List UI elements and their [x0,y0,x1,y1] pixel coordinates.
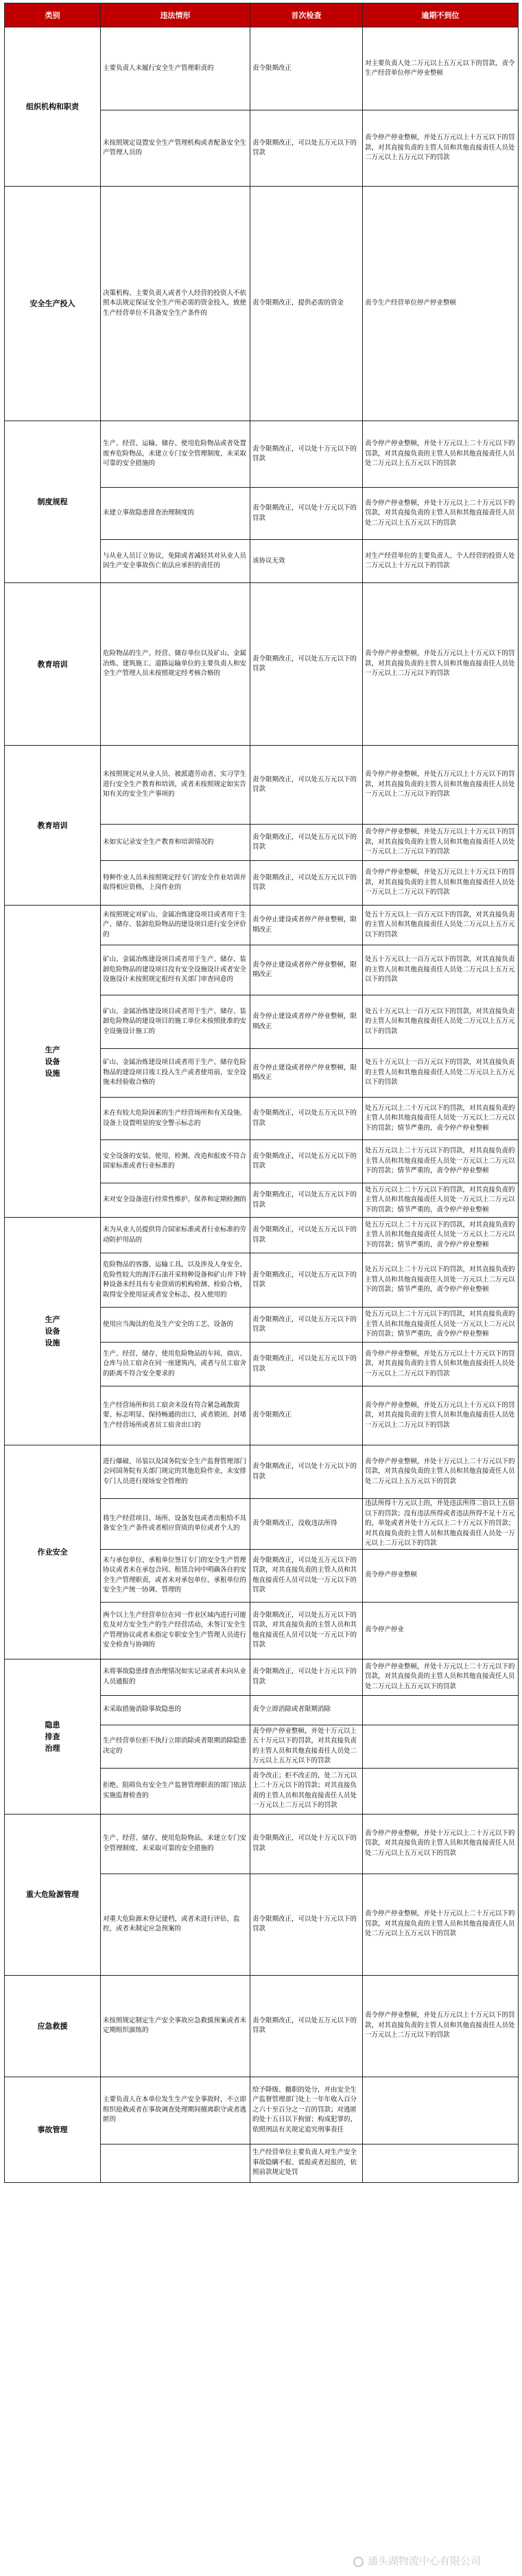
header-category: 类别 [5,3,101,27]
category-cell: 应急救援 [5,1975,101,2077]
first-inspection-cell: 责令限期改正，可以处五万元以下的罚款 [250,825,363,861]
table-row [5,1975,519,2077]
first-inspection-cell: 责令限期改正，可以处五万元以下的罚款 [250,1975,363,2077]
overdue-cell: 责令停产停业 [363,1602,519,1659]
violation-cell: 进行爆破、吊装以及国务院安全生产监督管理部门会同国务院有关部门规定的其他危险作业，未安排专门人员进行现场安全管理的 [101,1445,250,1499]
first-inspection-cell: 责令限期改正，可以处五万元以下的罚款 [250,1218,363,1253]
violation-cell: 未建立事故隐患排查治理制度的 [101,488,250,540]
first-inspection-cell: 责令限期改正，可以处五万元以下的罚款 [250,110,363,187]
overdue-cell: 责令停产停业整顿，并处五万元以上十万元以下的罚款，对其直接负责的主管人员和其他直接责任人员处二万元以上五万元以下的罚款 [363,110,519,187]
first-inspection-cell: 责令限期改正，可以处五万元以下的罚款 [250,1253,363,1308]
table-row [5,1814,519,1874]
violation-cell: 使用应当淘汰的危及生产安全的工艺、设备的 [101,1308,250,1343]
overdue-cell: 对主要负责人处二万元以上五万元以下的罚款，责令生产经营单位停产停业整顿 [363,27,519,110]
first-inspection-cell: 给予降级、撤职的处分，并由安全生产监督管理部门处上一年年收入百分之六十至百分之一百的罚款；对逃匿的处十五日以下拘留；构成犯罪的，依照刑法有关规定追究刑事责任 [250,2077,363,2144]
violation-cell: 未在有较大危险因素的生产经营场所和有关设施、设备上设置明显的安全警示标志的 [101,1098,250,1140]
violation-cell: 矿山、金属冶炼建设项目或者用于生产、储存、装卸危险物品的建设项目的施工单位未按照批准的安全设施设计施工的 [101,995,250,1049]
overdue-cell [363,1725,519,1768]
overdue-cell: 处五万元以上二十万元以下的罚款，对其直接负责的主管人员和其他直接责任人员处一万元以上二万元以下的罚款；情节严重的，责令停产停业整顿 [363,1253,519,1308]
first-inspection-cell: 责令限期改正，可以处五万元以下的罚款 [250,746,363,825]
first-inspection-cell: 责令限期改正，可以处五万元以下的罚款，对其直接负责的主管人员和其他直接责任人员可以处一万元以下的罚款 [250,1549,363,1602]
violation-cell: 决策机构、主要负责人或者个人经营的投资人不依照本法规定保证安全生产所必需的资金投入，致使生产经营单位不具备安全生产条件的 [101,187,250,421]
table-row [5,906,519,945]
violation-cell: 未如实记录安全生产教育和培训情况的 [101,825,250,861]
first-inspection-cell: 责令停止建设或者停产停业整顿，限期改正 [250,945,363,995]
first-inspection-cell: 责令限期改正，可以处五万元以下的罚款，对其直接负责的主管人员和其他直接责任人员可以处一万元以下的罚款 [250,1602,363,1659]
overdue-cell [363,2077,519,2144]
violation-cell: 生产、经营、储存、使用危险物品的车间、商店、仓库与员工宿舍在同一座建筑内，或者与员工宿舍的距离不符合安全要求的 [101,1343,250,1386]
first-inspection-cell: 责令限期改正，提供必需的资金 [250,187,363,421]
overdue-cell: 责令停产停业整顿，并处十万元以上二十万元以下的罚款，对其直接负责的主管人员和其他直接责任人员处二万元以上五万元以下的罚款 [363,488,519,540]
violation-cell: 安全设备的安装、使用、检测、改造和报废不符合国家标准或者行业标准的 [101,1140,250,1183]
violation-cell: 未采取措施消除事故隐患的 [101,1695,250,1725]
overdue-cell: 责令停产停业整顿，并处五万元以上十万元以下的罚款，对其直接负责的主管人员和其他直接责任人员处一万元以上二万元以下的罚款 [363,583,519,746]
overdue-cell: 处五十万元以上一百万元以下的罚款，对其直接负责的主管人员和其他直接责任人员处二万元以上五万元以下的罚款 [363,1049,519,1098]
violation-cell: 未对安全设备进行经常性维护、保养和定期检测的 [101,1183,250,1218]
header-violation: 违法情形 [101,3,250,27]
violation-cell: 特种作业人员未按照规定经专门的安全作业培训并取得相应资格，上岗作业的 [101,861,250,906]
violation-cell: 将生产经营项目、场所、设备发包或者出租给不具备安全生产条件或者相应资质的单位或者个人的 [101,1499,250,1550]
overdue-cell: 处五十万元以上一百万元以下的罚款，对其直接负责的主管人员和其他直接责任人员处二万元以上五万元以下的罚款 [363,906,519,945]
category-cell: 安全生产投入 [5,187,101,421]
first-inspection-cell: 责令限期改正，可以处五万元以下的罚款 [250,1308,363,1343]
first-inspection-cell: 责令限期改正，可以处五万元以下的罚款 [250,1140,363,1183]
violation-cell: 未按照规定对从业人员、被派遣劳动者、实习学生进行安全生产教育和培训，或者未按照规定如实告知有关的安全生产事项的 [101,746,250,825]
first-inspection-cell: 该协议无效 [250,540,363,583]
category-cell: 隐患 排查 治理 [5,1659,101,1814]
table-row [5,187,519,421]
violation-cell: 未按照规定对矿山、金属冶炼建设项目或者用于生产、储存、装卸危险物品的建设项目进行安全评价的 [101,906,250,945]
overdue-cell: 责令停产停业整顿，并处十万元以上二十万元以下的罚款，对其直接负责的主管人员和其他直接责任人员处二万元以上五万元以下的罚款 [363,1445,519,1499]
table-row [5,583,519,746]
first-inspection-cell: 责令限期改正，可以处十万元以下的罚款 [250,488,363,540]
first-inspection-cell: 责令限期改正 [250,27,363,110]
first-inspection-cell: 责令停止建设或者停产停业整顿，限期改正 [250,906,363,945]
table-row [5,421,519,488]
first-inspection-cell: 责令限期改正，可以处五万元以下的罚款 [250,1098,363,1140]
watermark [353,2553,481,2568]
category-cell: 重大危险源管理 [5,1814,101,1975]
violation-cell: 两个以上生产经营单位在同一作业区域内进行可能危及对方安全生产的生产经营活动，未签订安全生产管理协议或者未指定专职安全生产管理人员进行安全检查与协调的 [101,1602,250,1659]
overdue-cell: 处五万元以上二十万元以下的罚款，对其直接负责的主管人员和其他直接责任人员处一万元以上二万元以下的罚款；情节严重的，责令停产停业整顿 [363,1098,519,1140]
overdue-cell [363,2144,519,2182]
first-inspection-cell: 责令改正；拒不改正的，处二万元以上二十万元以下的罚款；对其直接负责的主管人员和其他直接责任人员处一万元以上二万元以下的罚款 [250,1768,363,1814]
overdue-cell: 处五万元以上二十万元以下的罚款，对其直接负责的主管人员和其他直接责任人员处一万元以上二万元以下的罚款；情节严重的，责令停产停业整顿 [363,1140,519,1183]
violation-cell [101,2144,250,2182]
violation-cell: 未与承包单位、承租单位签订专门的安全生产管理协议或者未在承包合同、租赁合同中明确各自的安全生产管理职责，或者未对承包单位、承租单位的安全生产统一协调、管理的 [101,1549,250,1602]
overdue-cell [363,1768,519,1814]
overdue-cell: 处五十万元以上一百万元以下的罚款，对其直接负责的主管人员和其他直接责任人员处二万元以上五万元以下的罚款 [363,995,519,1049]
overdue-cell: 责令停产停业整顿，并处五万元以上十万元以下的罚款，对其直接负责的主管人员和其他直接责任人员处一万元以上二万元以下的罚款 [363,861,519,906]
violation-cell: 对重大危险源未登记建档，或者未进行评估、监控，或者未制定应急预案的 [101,1874,250,1975]
category-cell: 生产 设备 设施 [5,906,101,1218]
first-inspection-cell: 责令限期改正，可以处十万元以下的罚款 [250,1814,363,1874]
overdue-cell: 责令停产停业整顿，并处十万元以上二十万元以下的罚款，对其直接负责的主管人员和其他直接责任人员处二万元以上五万元以下的罚款 [363,1874,519,1975]
table-row [5,1445,519,1499]
violation-cell: 矿山、金属冶炼建设项目或者用于生产、储存危险物品的建设项目竣工投入生产或者使用前，安全设施未经验收合格的 [101,1049,250,1098]
first-inspection-cell: 责令限期改正，可以处五万元以下的罚款 [250,861,363,906]
overdue-cell: 违法所得十万元以上的，并处违法所得二倍以上五倍以下的罚款；没有违法所得或者违法所得不足十万元的，单处或者并处十万元以上二十万元以下的罚款；对其直接负责的主管人员和其他直接责任人员处一万元以上二万元以下的罚款 [363,1499,519,1550]
first-inspection-cell: 责令限期改正，可以处十万元以下的罚款 [250,421,363,488]
first-inspection-cell: 责令停产停业整顿，并处十万元以上五十万元以下的罚款，对其直接负责的主管人员和其他直接责任人员处二万元以上五万元以下的罚款 [250,1725,363,1768]
first-inspection-cell: 责令限期改正，可以处五万元以下的罚款 [250,583,363,746]
violation-cell: 未按照规定设置安全生产管理机构或者配备安全生产管理人员的 [101,110,250,187]
violation-cell: 危险物品的容器、运输工具，以及涉及人身安全、危险性较大的海洋石油开采特种设备和矿山井下特种设备未经具有专业资质的机构检测、检验合格，取得安全使用证或者安全标志，投入使用的 [101,1253,250,1308]
violation-cell: 矿山、金属冶炼建设项目或者用于生产、储存、装卸危险物品的建设项目没有安全设施设计或者安全设施设计未按照规定报经有关部门审查同意的 [101,945,250,995]
header-overdue: 逾期不到位 [363,3,519,27]
violation-cell: 与从业人员订立协议，免除或者减轻其对从业人员因生产安全事故伤亡依法应承担的责任的 [101,540,250,583]
overdue-cell: 责令停产停业整顿，并处五万元以上十万元以下的罚款，对其直接负责的主管人员和其他直接责任人员处一万元以上二万元以下的罚款 [363,825,519,861]
violation-cell: 未按照规定制定生产安全事故应急救援预案或者未定期组织演练的 [101,1975,250,2077]
overdue-cell: 责令停产停业整顿，并处十万元以上二十万元以下的罚款，对其直接负责的主管人员和其他直接责任人员处二万元以上五万元以下的罚款 [363,1659,519,1695]
category-cell: 教育培训 [5,746,101,906]
overdue-cell: 责令生产经营单位停产停业整顿 [363,187,519,421]
table-body [5,27,519,2183]
first-inspection-cell: 责令限期改正 [250,1386,363,1445]
violation-cell: 生产、经营、储存、使用危险物品，未建立专门安全管理制度、未采取可靠的安全措施的 [101,1814,250,1874]
violation-cell: 危险物品的生产、经营、储存单位以及矿山、金属冶炼、建筑施工、道路运输单位的主要负责人和安全生产管理人员未按照规定经考核合格的 [101,583,250,746]
overdue-cell: 责令停产停业整顿，并处十万元以上二十万元以下的罚款，对其直接负责的主管人员和其他直接责任人员处二万元以上五万元以下的罚款 [363,421,519,488]
overdue-cell: 对生产经营单位的主要负责人、个人经营的投资人处二万元以上十万元以下的罚款 [363,540,519,583]
category-cell: 生产 设备 设施 [5,1218,101,1445]
first-inspection-cell: 责令限期改正，可以处十万元以下的罚款 [250,1445,363,1499]
category-cell: 作业安全 [5,1445,101,1659]
table-header-row [5,3,519,27]
table-row [5,1218,519,1253]
watermark-text: 通头湖物流中心有限公司 [367,2555,481,2567]
watermark-logo-icon [353,2557,364,2567]
overdue-cell: 责令停产停业整顿，并处五万元以上十万元以下的罚款，对其直接负责的主管人员和其他直接责任人员处一万元以上二万元以下的罚款 [363,1386,519,1445]
overdue-cell: 责令停产停业整顿，并处五万元以上十万元以下的罚款，对其直接负责的主管人员和其他直接责任人员处一万元以上二万元以下的罚款 [363,1343,519,1386]
violation-cell: 生产、经营、运输、储存、使用危险物品或者处置废弃危险物品，未建立专门安全管理制度、未采取可靠的安全措施的 [101,421,250,488]
overdue-cell [363,1695,519,1725]
violation-cell: 主要负责人在本单位发生生产安全事故时，不立即组织抢救或者在事故调查处理期间擅离职守或者逃匿的 [101,2077,250,2144]
overdue-cell: 处五万元以上二十万元以下的罚款，对其直接负责的主管人员和其他直接责任人员处一万元以上二万元以下的罚款；情节严重的，责令停产停业整顿 [363,1308,519,1343]
category-cell: 教育培训 [5,583,101,746]
first-inspection-cell: 责令限期改正，可以处十万元以下的罚款 [250,1874,363,1975]
overdue-cell: 责令停产停业整顿，并处十万元以上二十万元以下的罚款，对其直接负责的主管人员和其他直接责任人员处二万元以上五万元以下的罚款 [363,1814,519,1874]
category-cell: 事故管理 [5,2077,101,2182]
table-row [5,27,519,110]
regulation-table-container [4,3,518,2183]
penalty-table [4,3,519,2183]
first-inspection-cell: 生产经营单位主要负责人对生产安全事故隐瞒不报、谎报或者迟报的，依照前款规定处罚 [250,2144,363,2182]
overdue-cell: 责令停产停业整顿，并处五万元以上十万元以下的罚款，对其直接负责的主管人员和其他直接责任人员处一万元以上二万元以下的罚款 [363,746,519,825]
first-inspection-cell: 责令限期改正，可以处五万元以下的罚款 [250,1343,363,1386]
overdue-cell: 责令停产停业整顿，并处五万元以上十万元以下的罚款，对其直接负责的主管人员和其他直接责任人员处一万元以上二万元以下的罚款 [363,1975,519,2077]
first-inspection-cell: 责令停止建设或者停产停业整顿，限期改正 [250,995,363,1049]
violation-cell: 生产经营单位拒不执行立即消除或者限期消除隐患决定的 [101,1725,250,1768]
overdue-cell: 处五万元以上二十万元以下的罚款，对其直接负责的主管人员和其他直接责任人员处一万元以上二万元以下的罚款；情节严重的，责令停产停业整顿 [363,1183,519,1218]
overdue-cell: 处五万元以上二十万元以下的罚款，对其直接负责的主管人员和其他直接责任人员处一万元以上二万元以下的罚款；情节严重的，责令停产停业整顿 [363,1218,519,1253]
first-inspection-cell: 责令停止建设或者停产停业整顿，限期改正 [250,1049,363,1098]
violation-cell: 拒绝、阻碍负有安全生产监督管理职责的部门依法实施监督检查的 [101,1768,250,1814]
violation-cell: 主要负责人未履行安全生产管理职责的 [101,27,250,110]
header-first-inspection: 首次检查 [250,3,363,27]
category-cell: 组织机构和职责 [5,27,101,187]
overdue-cell: 处五十万元以上一百万元以下的罚款，对其直接负责的主管人员和其他直接责任人员处二万元以上五万元以下的罚款 [363,945,519,995]
violation-cell: 未将事故隐患排查治理情况如实记录或者未向从业人员通报的 [101,1659,250,1695]
category-cell: 制度规程 [5,421,101,583]
overdue-cell: 责令停产停业整顿 [363,1549,519,1602]
first-inspection-cell: 责令限期改正，没收违法所得 [250,1499,363,1550]
first-inspection-cell: 责令限期改正，可以处十万元以下的罚款 [250,1659,363,1695]
table-row [5,1659,519,1695]
first-inspection-cell: 责令立即消除或者限期消除 [250,1695,363,1725]
table-row [5,746,519,825]
first-inspection-cell: 责令限期改正，可以处五万元以下的罚款 [250,1183,363,1218]
violation-cell: 生产经营场所和员工宿舍未设有符合紧急疏散需要、标志明显、保持畅通的出口，或者锁闭、封堵生产经营场所或者员工宿舍出口的 [101,1386,250,1445]
table-row [5,2077,519,2144]
violation-cell: 未为从业人员提供符合国家标准或者行业标准的劳动防护用品的 [101,1218,250,1253]
